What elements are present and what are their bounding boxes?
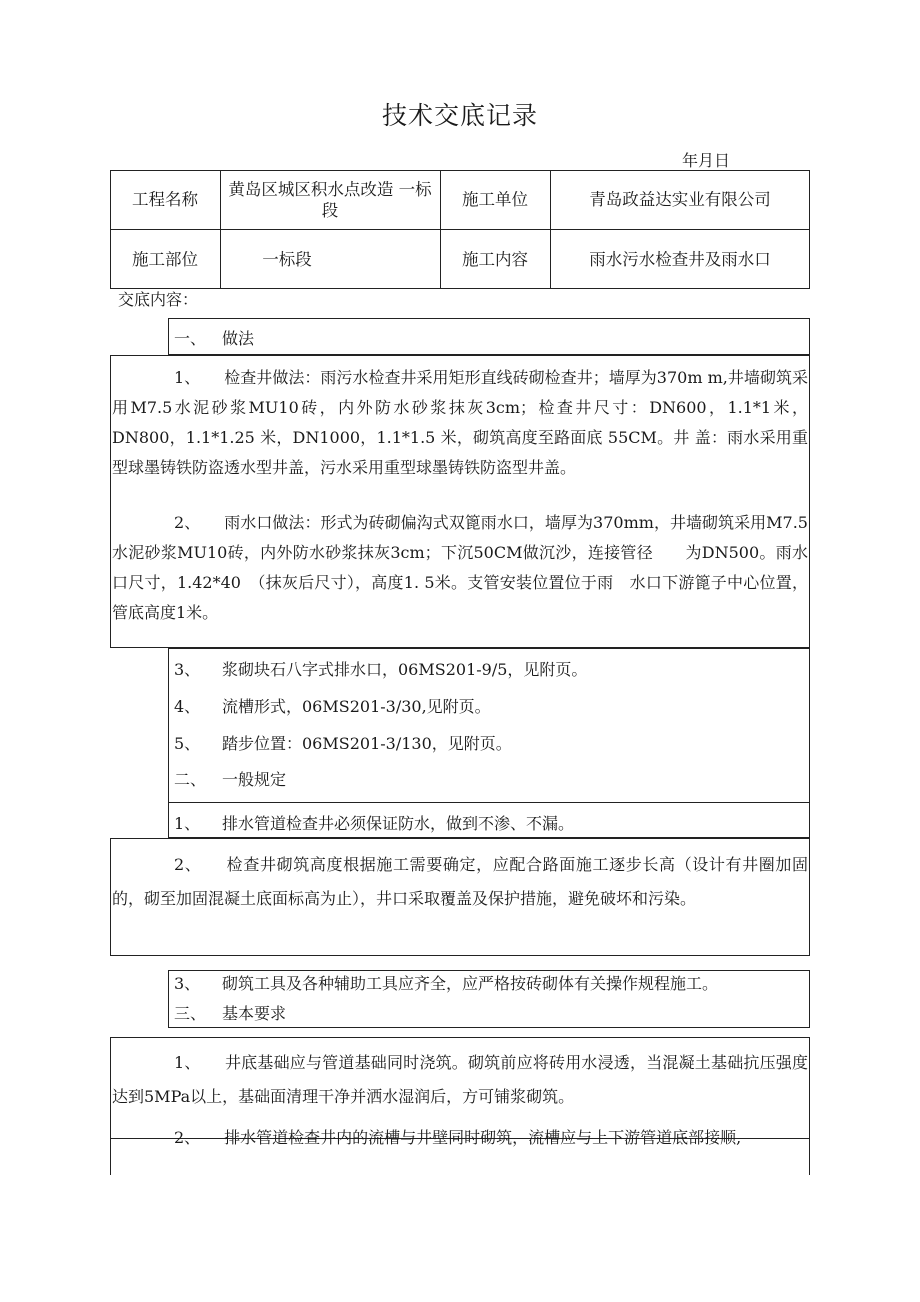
date-label: 年月日	[682, 151, 731, 170]
req-2-right-border	[809, 1139, 810, 1175]
part-label: 施工部位	[132, 249, 198, 269]
method-5-text: 踏步位置：06MS201-3/130，见附页。	[222, 734, 512, 753]
rule-3-number: 3、	[174, 974, 201, 993]
section-3-title: 基本要求	[222, 1004, 287, 1023]
content-value: 雨水污水检查井及雨水口	[589, 249, 771, 269]
method-4-text: 流槽形式，06MS201-3/30,见附页。	[222, 697, 491, 716]
project-name-value: 黄岛区城区积水点改造 一标段	[228, 179, 432, 220]
project-name-label: 工程名称	[132, 190, 198, 209]
section-1-box	[168, 318, 810, 355]
part-value: 一标段	[262, 249, 312, 269]
method-5-number: 5、	[174, 734, 201, 753]
method-3-text: 浆砌块石八字式排水口，06MS201-9/5，见附页。	[222, 660, 588, 679]
method-4-number: 4、	[174, 697, 201, 716]
rule-2-paragraph: 2、 检查井砌筑高度根据施工需要确定，应配合路面施工逐步长高（设计有井圈加固的，砌至加固混凝土底面标高为止），井口采取覆盖及保护措施，避免破坏和污染。	[112, 855, 808, 908]
rule-1-text: 排水管道检查井必须保证防水，做到不渗、不漏。	[222, 814, 575, 833]
section-1-title: 做法	[222, 329, 255, 348]
document-title: 技术交底记录	[381, 101, 538, 130]
method-3-number: 3、	[174, 660, 201, 679]
section-2-title: 一般规定	[222, 770, 287, 789]
section-1-number: 一、	[174, 329, 207, 348]
info-table-col-divider	[220, 170, 221, 289]
unit-label: 施工单位	[462, 190, 528, 209]
section-2-number: 二、	[174, 770, 207, 789]
divider	[168, 802, 810, 803]
unit-value: 青岛政益达实业有限公司	[589, 190, 771, 209]
req-2-line: 2、 排水管道检查井内的流槽与井壁同时砌筑，流槽应与上下游管道底部接顺,	[174, 1128, 742, 1147]
req-1-paragraph: 1、 井底基础应与管道基础同时浇筑。砌筑前应将砖用水浸透，当混凝土基础抗压强度达到5MPa以上，基础面清理干净并洒水湿润后，方可铺浆砌筑。	[112, 1053, 808, 1106]
method-1-paragraph: 1、 检查井做法：雨污水检查井采用矩形直线砖砌检查井；墙厚为370m m,井墙砌筑采用M7.5水泥砂浆MU10砖，内外防水砂浆抹灰3cm；检查井尺寸：DN600，1.1*1米，DN800，1.1*1.25 米，DN1000，1.1*1.5 米，砌筑高度至路面底 55CM。井 盖：雨水采用重型球墨铸铁防盗透水型井盖，污水采用重型球墨铸铁防盗型井盖。	[112, 368, 808, 477]
method-2-paragraph: 2、 雨水口做法：形式为砖砌偏沟式双篦雨水口，墙厚为370mm，井墙砌筑采用M7.5水泥砂浆MU10砖，内外防水砂浆抹灰3cm；下沉50CM做沉沙，连接管径 为DN500。雨水口尺寸，1.42*40 （抹灰后尺寸），高度1. 5米。支管安装位置位于雨 水口下游篦子中心位置，管底高度1米。	[112, 513, 808, 622]
rule-1-number: 1、	[174, 814, 201, 833]
content-heading: 交底内容：	[118, 290, 199, 309]
rule-3-text: 砌筑工具及各种辅助工具应齐全，应严格按砖砌体有关操作规程施工。	[222, 974, 719, 993]
section-3-number: 三、	[174, 1004, 207, 1023]
content-label: 施工内容	[462, 249, 528, 269]
req-2-left-border	[110, 1139, 111, 1175]
